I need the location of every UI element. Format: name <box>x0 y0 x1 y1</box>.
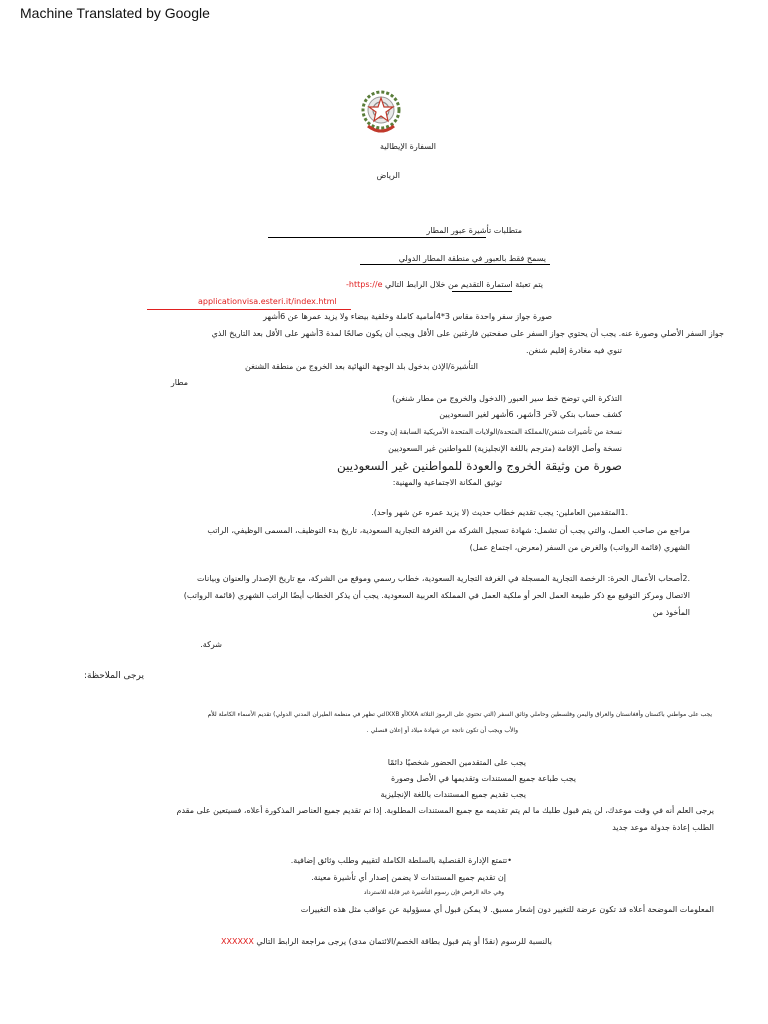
note-consular-authority: •تتمتع الإدارة القنصلية بالسلطة الكاملة لتقييم وطلب وثائق إضافية. <box>290 856 512 865</box>
note-no-guarantee: إن تقديم جميع المستندات لا يضمن إصدار أي تأشيرة معينة. <box>311 873 506 882</box>
note-nationalities-line2: والأب ويجب أن تكون ناتجة عن شهادة ميلاد أو إعلان قنصلي . <box>366 727 518 734</box>
apply-link-part1[interactable]: https://e- <box>346 280 383 289</box>
req-bank-statement: كشف حساب بنكي لآخر 3أشهر، 6أشهر لغير السعوديين <box>439 410 622 419</box>
business-line1: .2أصحاب الأعمال الحرة: الرخصة التجارية المسجلة في الغرفة التجارية السعودية، خطاب رسمي وموقع من الشركة، مع تاريخ الإصدار والعنوان وبيانات <box>197 574 690 583</box>
note-no-show-line1: يرجى العلم أنه في وقت موعدك، لن يتم قبول طلبك ما لم يتم تقديمه مع جميع المستندات المطلوبة. إذا تم تقديم جميع العناصر المذكورة أعلاه، فسيتعين على مقدم <box>176 806 714 815</box>
note-fee-non-refundable: وفي حالة الرفض فإن رسوم التأشيرة غير قابلة للاسترداد <box>363 889 504 896</box>
fees-link[interactable]: XXXXXX <box>221 937 254 946</box>
business-company: شركة. <box>200 640 222 649</box>
apply-instruction <box>346 280 543 289</box>
req-airport-word: مطار <box>170 378 188 387</box>
req-ticket: التذكرة التي توضح خط سير العبور (الدخول والخروج من مطار شنغن) <box>392 394 622 403</box>
business-line2: الاتصال ومركز التوقيع مع ذكر طبيعة العمل الحر أو ملكية العمل في المملكة العربية السعودية. يجب أن يذكر الخطاب أيضًا الراتب الشهري (قائمة الرواتب) <box>183 591 690 600</box>
apply-link-part2[interactable]: applicationvisa.esteri.it/index.html <box>198 297 337 306</box>
page-subtitle: يسمح فقط بالعبور في منطقة المطار الدولي <box>398 254 546 263</box>
req-passport-line1: جواز السفر الأصلي وصورة عنه. يجب أن يحتوي جواز السفر على صفحتين فارغتين على الأقل ويجب أن يكون صالحًا لمدة 3أشهر على الأقل بعد التاريخ الذي <box>211 329 724 338</box>
apply-link-underline <box>147 309 351 310</box>
italian-republic-emblem-icon <box>360 86 402 138</box>
req-passport-photo: صورة جواز سفر واحدة مقاس 3*4أمامية كاملة وخلفية بيضاء ولا يزيد عمرها عن 6أشهر <box>263 312 552 321</box>
apply-underline <box>452 291 512 292</box>
apply-text: يتم تعبئة استمارة التقديم من خلال الرابط التالي <box>382 280 543 289</box>
req-social-status: توثيق المكانة الاجتماعية والمهنية: <box>392 478 502 487</box>
fees-text: بالنسبة للرسوم (نقدًا أو يتم قبول بطاقة الخصم/الائتمان مدى) يرجى مراجعة الرابط التالي <box>253 937 552 946</box>
note-print-documents: يجب طباعة جميع المستندات وتقديمها في الأصل وصورة <box>390 774 576 783</box>
note-nationalities-line1: يجب على مواطني باكستان وأفغانستان والعراق واليمن وفلسطين وحاملي وثائق السفر (التي تحتوي على الرموز الثلاثة XXAأو XXBالتي تظهر في منظمة الطيران المدني الدولي) تقديم الأسماء الكاملة للأم <box>207 711 712 718</box>
note-attend-in-person: يجب على المتقدمين الحضور شخصيًا دائمًا <box>387 758 526 767</box>
subtitle-underline <box>360 264 550 265</box>
note-no-show-line2: الطلب إعادة جدولة موعد جديد <box>612 823 714 832</box>
machine-translated-header: Machine Translated by Google <box>20 5 210 21</box>
embassy-name: السفارة الإيطالية <box>379 142 436 151</box>
note-english-documents: يجب تقديم جميع المستندات باللغة الإنجليزية <box>380 790 526 799</box>
req-previous-visas: نسخة من تأشيرات شنغن/المملكة المتحدة/الولايات المتحدة الأمريكية السابقة إن وجدت <box>369 428 622 436</box>
employees-line1: .1المتقدمين العاملين: يجب تقديم خطاب حديث (لا يزيد عمره عن شهر واحد). <box>371 508 628 517</box>
notes-heading: يرجى الملاحظة: <box>83 671 144 681</box>
req-passport-line2: تنوي فيه مغادرة إقليم شنغن. <box>526 346 622 355</box>
page-title: متطلبات تأشيرة عبور المطار <box>426 226 522 235</box>
note-fees <box>221 937 552 946</box>
embassy-city: الرياض <box>376 171 400 180</box>
business-line3: المأخوذ من <box>652 608 690 617</box>
note-subject-to-change: المعلومات الموضحة أعلاه قد تكون عرضة للتغيير دون إشعار مسبق. لا يمكن قبول أي مسؤولية عن عواقب مثل هذه التغييرات <box>300 905 714 914</box>
employees-line2: مراجع من صاحب العمل، والتي يجب أن تشمل: شهادة تسجيل الشركة من الغرفة التجارية السعودية، تاريخ بدء التوظيف، المسمى الوظيفي، الراتب <box>207 526 690 535</box>
title-underline <box>268 237 486 238</box>
req-exit-reentry: صورة من وثيقة الخروج والعودة للمواطنين غير السعوديين <box>337 459 622 473</box>
employees-line3: الشهري (قائمة الرواتب) والغرض من السفر (معرض، اجتماع عمل) <box>469 543 690 552</box>
req-iqama: نسخة وأصل الإقامة (مترجم باللغة الإنجليزية) للمواطنين غير السعوديين <box>388 444 622 453</box>
req-final-visa: التأشيرة/الإذن بدخول بلد الوجهة النهائية بعد الخروج من منطقة الشنغن <box>245 362 478 371</box>
